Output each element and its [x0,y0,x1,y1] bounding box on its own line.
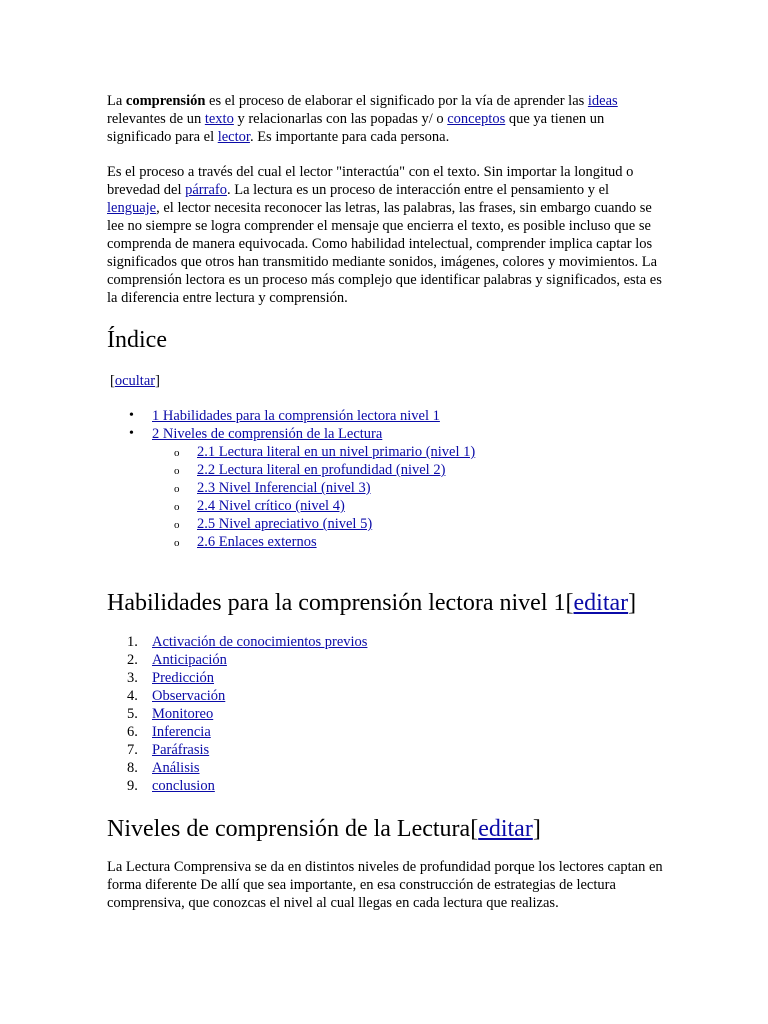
toc-link-2-4[interactable]: 2.4 Nivel crítico (nivel 4) [197,498,345,514]
toc-link-habilidades[interactable]: 1 Habilidades para la comprensión lectora nivel 1 [152,408,440,424]
toc-hide-link[interactable]: ocultar [114,373,156,389]
bullet-icon: • [129,408,134,423]
toc-item-2 [107,425,607,443]
bracket: ] [628,590,637,616]
section-paragraph-niveles: La Lectura Comprensiva se da en distintos niveles de profundidad porque los lectores captan en forma diferente De allí que sea importante, en esa construcción de estrategias de lectura comprensiva, que conozcas el nivel al cual llegas en cada lectura que realizas. [107,859,663,911]
skill-link[interactable]: Activación de conocimientos previos [152,634,368,650]
intro-paragraph-1 [107,92,663,146]
toc-subitem-2-2 [107,461,607,479]
circle-bullet-icon: o [174,447,180,459]
circle-bullet-icon: o [174,501,180,513]
text-run: La [107,93,126,109]
bracket: [ [565,590,574,616]
skills-list [107,633,607,795]
list-item [107,669,607,687]
bracket: [ [110,373,115,389]
toc-link-2-1[interactable]: 2.1 Lectura literal en un nivel primario (nivel 1) [197,444,476,460]
skill-link[interactable]: Anticipación [152,652,227,668]
toc-link-2-5[interactable]: 2.5 Nivel apreciativo (nivel 5) [197,516,373,532]
list-number: 2. [127,652,138,668]
skill-link[interactable]: Inferencia [152,724,211,740]
toc-link-2-2[interactable]: 2.2 Lectura literal en profundidad (nivel 2) [197,462,446,478]
list-number: 4. [127,688,138,704]
list-number: 8. [127,760,138,776]
text-run: . La lectura es un proceso de interacción entre el pensamiento y el [226,182,610,198]
list-number: 5. [127,706,138,722]
toc-subitem-2-5 [107,515,607,533]
bullet-icon: • [129,426,134,441]
skill-link[interactable]: Observación [152,688,226,704]
toc-subitem-2-1 [107,443,607,461]
circle-bullet-icon: o [174,465,180,477]
list-number: 6. [127,724,138,740]
text-run: es el proceso de elaborar el significado por la vía de aprender las [205,93,588,109]
intro-paragraph-2 [107,163,663,307]
toc-link-niveles[interactable]: 2 Niveles de comprensión de la Lectura [152,426,383,442]
section-heading-niveles [107,815,541,843]
list-number: 7. [127,742,138,758]
heading-text: Niveles de comprensión de la Lectura [107,816,471,842]
link-lenguaje[interactable]: lenguaje [107,200,157,216]
heading-text: Habilidades para la comprensión lectora nivel 1 [107,590,566,616]
text-run: que ya tienen un significado para el [107,111,605,145]
list-item [107,759,607,777]
toc-subitem-2-6 [107,533,607,551]
circle-bullet-icon: o [174,519,180,531]
text-run: y relacionarlas con las popadas y/ o [233,111,448,127]
bold-term: comprensión [125,93,206,109]
toc-subitem-2-4 [107,497,607,515]
edit-link-niveles[interactable]: editar [478,816,533,842]
toc-item-1 [107,407,607,425]
link-conceptos[interactable]: conceptos [447,111,506,127]
text-run: Es el proceso a través del cual el lector "interactúa" con el texto. Sin importar la longitud o brevedad del [107,164,634,198]
toc-toggle [110,372,160,390]
edit-link-habilidades[interactable]: editar [573,590,629,616]
list-item [107,723,607,741]
section-heading-habilidades [107,589,636,617]
bracket: ] [155,373,160,389]
text-run: . Es importante para cada persona. [249,129,450,145]
list-item [107,687,607,705]
list-item [107,705,607,723]
skill-link[interactable]: Predicción [152,670,215,686]
list-number: 9. [127,778,138,794]
toc-list [107,407,607,551]
list-item [107,777,607,795]
link-texto[interactable]: texto [204,111,234,127]
link-lector[interactable]: lector [217,129,250,145]
toc-link-2-6[interactable]: 2.6 Enlaces externos [197,534,317,550]
link-ideas[interactable]: ideas [587,93,618,109]
bracket: [ [470,816,479,842]
list-number: 1. [127,634,138,650]
skill-link[interactable]: Análisis [152,760,200,776]
circle-bullet-icon: o [174,537,180,549]
list-item [107,741,607,759]
text-run: , el lector necesita reconocer las letras, las palabras, las frases, sin embargo cuando se lee no siempre se logra comprender el mensaje que encierra el texto, es posible incluso que se comprenda de manera equivocada. Como habilidad intelectual, comprender implica captar los significados que otros han transmitido mediante sonidos, imágenes, colores y movimientos. La comprensión lectora es un proceso más complejo que identificar palabras y significados, esta es la diferencia entre lectura y comprensión. [107,200,662,306]
circle-bullet-icon: o [174,483,180,495]
skill-link[interactable]: conclusion [152,778,215,794]
list-number: 3. [127,670,138,686]
bracket: ] [532,816,541,842]
toc-subitem-2-3 [107,479,607,497]
link-parrafo[interactable]: párrafo [185,182,227,198]
skill-link[interactable]: Paráfrasis [152,742,210,758]
list-item [107,651,607,669]
list-item [107,633,607,651]
skill-link[interactable]: Monitoreo [152,706,214,722]
toc-link-2-3[interactable]: 2.3 Nivel Inferencial (nivel 3) [197,480,371,496]
text-run: relevantes de un [107,111,205,127]
toc-title: Índice [107,327,167,353]
